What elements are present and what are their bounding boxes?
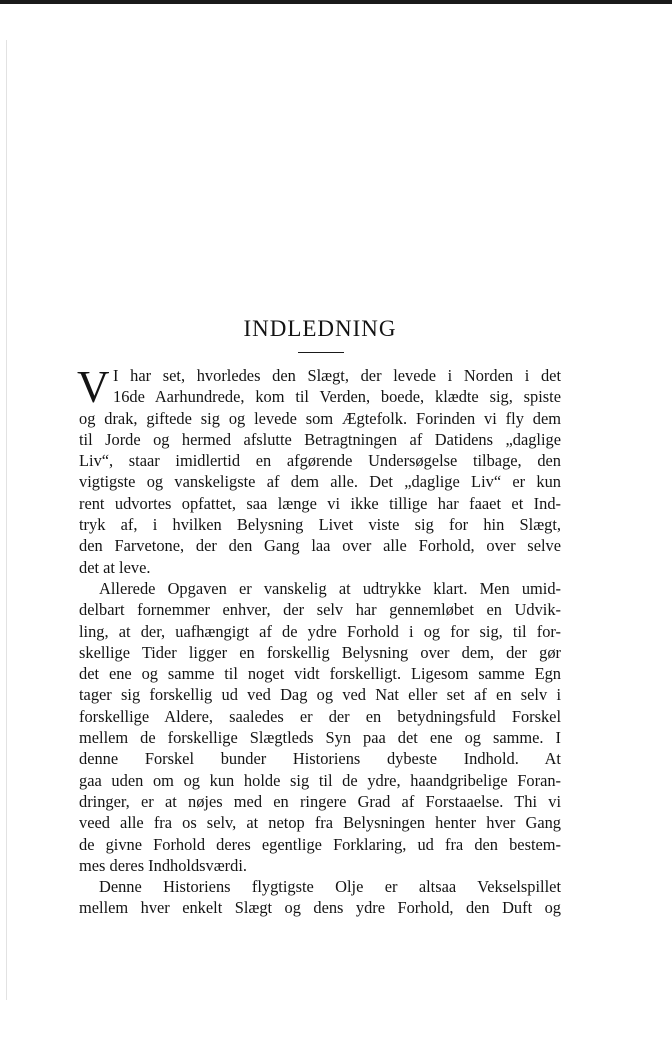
text-line: gaa uden om og kun holde sig til de ydre, haandgribelige Foran- xyxy=(79,770,561,790)
chapter-heading: INDLEDNING xyxy=(243,316,397,341)
text-line: skellige Tider ligger en forskellig Belysning over dem, der gør xyxy=(79,642,561,662)
text-line: det at leve. xyxy=(79,557,151,577)
text-line: mellem hver enkelt Slægt og dens ydre Forhold, den Duft og xyxy=(79,898,561,918)
text-line: tryk af, i hvilken Belysning Livet viste sig for hin Slægt, xyxy=(79,515,561,535)
text-line: 16de Aarhundrede, kom til Verden, boede, klædte sig, spiste xyxy=(113,387,561,407)
text-line: dringer, er at nøjes med en ringere Grad af Forstaaelse. Thi vi xyxy=(79,791,561,811)
top-border-rule xyxy=(0,0,672,4)
text-line: tager sig forskellig ud ved Dag og ved Nat eller set af en selv i xyxy=(79,685,561,705)
text-line: det ene og samme til noget vidt forskelligt. Ligesom samme Egn xyxy=(79,664,561,684)
text-line: den Farvetone, der den Gang laa over alle Forhold, over selve xyxy=(79,536,561,556)
page-edge-shadow xyxy=(6,40,7,1000)
text-line: forskellige Aldere, saaledes er der en betydningsfuld Forskel xyxy=(79,706,561,726)
text-line: denne Forskel bunder Historiens dybeste Indhold. At xyxy=(79,749,561,769)
text-line: Allerede Opgaven er vanskelig at udtrykke klart. Men umid- xyxy=(99,578,561,598)
heading-underline xyxy=(298,352,344,353)
text-line: Denne Historiens flygtigste Olje er altsaa Vekselspillet xyxy=(99,877,561,897)
drop-cap: V xyxy=(77,362,110,412)
text-line: I har set, hvorledes den Slægt, der levede i Norden i det xyxy=(113,366,561,385)
text-line: mellem de forskellige Slægtleds Syn paa det ene og samme. I xyxy=(79,728,561,748)
text-line: rent udvortes opfattet, saa længe vi ikke tillige har faaet et Ind- xyxy=(79,493,561,513)
body-text xyxy=(77,362,561,919)
text-line: vigtigste og vanskeligste af dem alle. Det „daglige Liv“ er kun xyxy=(79,472,561,492)
text-line: til Jorde og hermed afslutte Betragtningen af Datidens „daglige xyxy=(79,429,561,449)
text-line: mes deres Indholdsværdi. xyxy=(79,855,247,875)
text-line: veed alle fra os selv, at netop fra Belysningen henter hver Gang xyxy=(79,813,561,833)
text-line: delbart fornemmer enhver, der selv har gennemløbet en Udvik- xyxy=(79,600,561,620)
text-line: og drak, giftede sig og levede som Ægtefolk. Forinden vi fly dem xyxy=(79,408,561,428)
text-line: Liv“, staar imidlertid en afgørende Undersøgelse tilbage, den xyxy=(79,451,561,471)
text-line: de givne Forhold deres egentlige Forklaring, ud fra den bestem- xyxy=(79,834,561,854)
text-line: ling, at der, uafhængigt af de ydre Forhold i og for sig, til for- xyxy=(79,621,561,641)
